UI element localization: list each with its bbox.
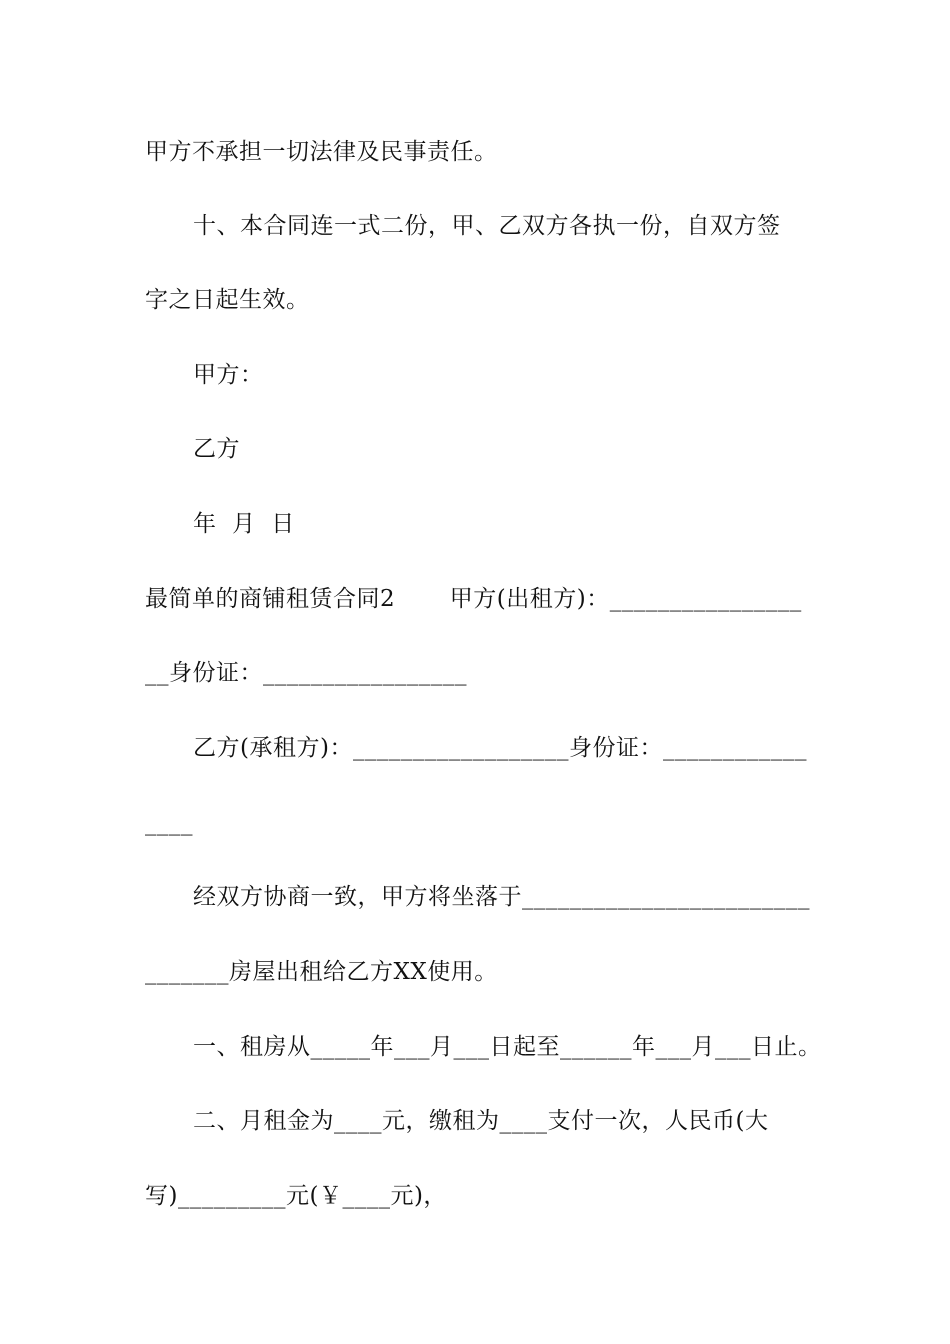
party-b-signature-label: 乙方: [193, 436, 240, 462]
clause-two-rent: 二、月租金为____元，缴租为____支付一次，人民币(大: [193, 1108, 769, 1134]
text-line-clause-ten: 十、本合同连一式二份，甲、乙双方各执一份，自双方签: [193, 213, 781, 239]
party-a-signature-label: 甲方：: [193, 362, 264, 388]
text-line-liability: 甲方不承担一切法律及民事责任。: [145, 139, 498, 165]
text-line-effective: 字之日起生效。: [145, 287, 310, 313]
party-b-id-continuation: ____: [145, 810, 193, 836]
party-b-line: 乙方(承租方)：__________________身份证：____________: [193, 735, 807, 761]
clause-one-term: 一、租房从_____年___月___日起至______年___月___日止。: [193, 1034, 822, 1060]
contract-title-party-a: 最简单的商铺租赁合同2 甲方(出租方)：________________: [145, 586, 802, 612]
party-a-id-line: __身份证：_________________: [145, 660, 467, 686]
rent-amount-line: 写)_________元(￥____元)，: [145, 1183, 447, 1209]
property-location-line: 经双方协商一致，甲方将坐落于________________________: [193, 884, 810, 910]
date-line: 年 月 日: [193, 511, 295, 537]
property-usage-line: _______房屋出租给乙方XX使用。: [145, 959, 498, 985]
